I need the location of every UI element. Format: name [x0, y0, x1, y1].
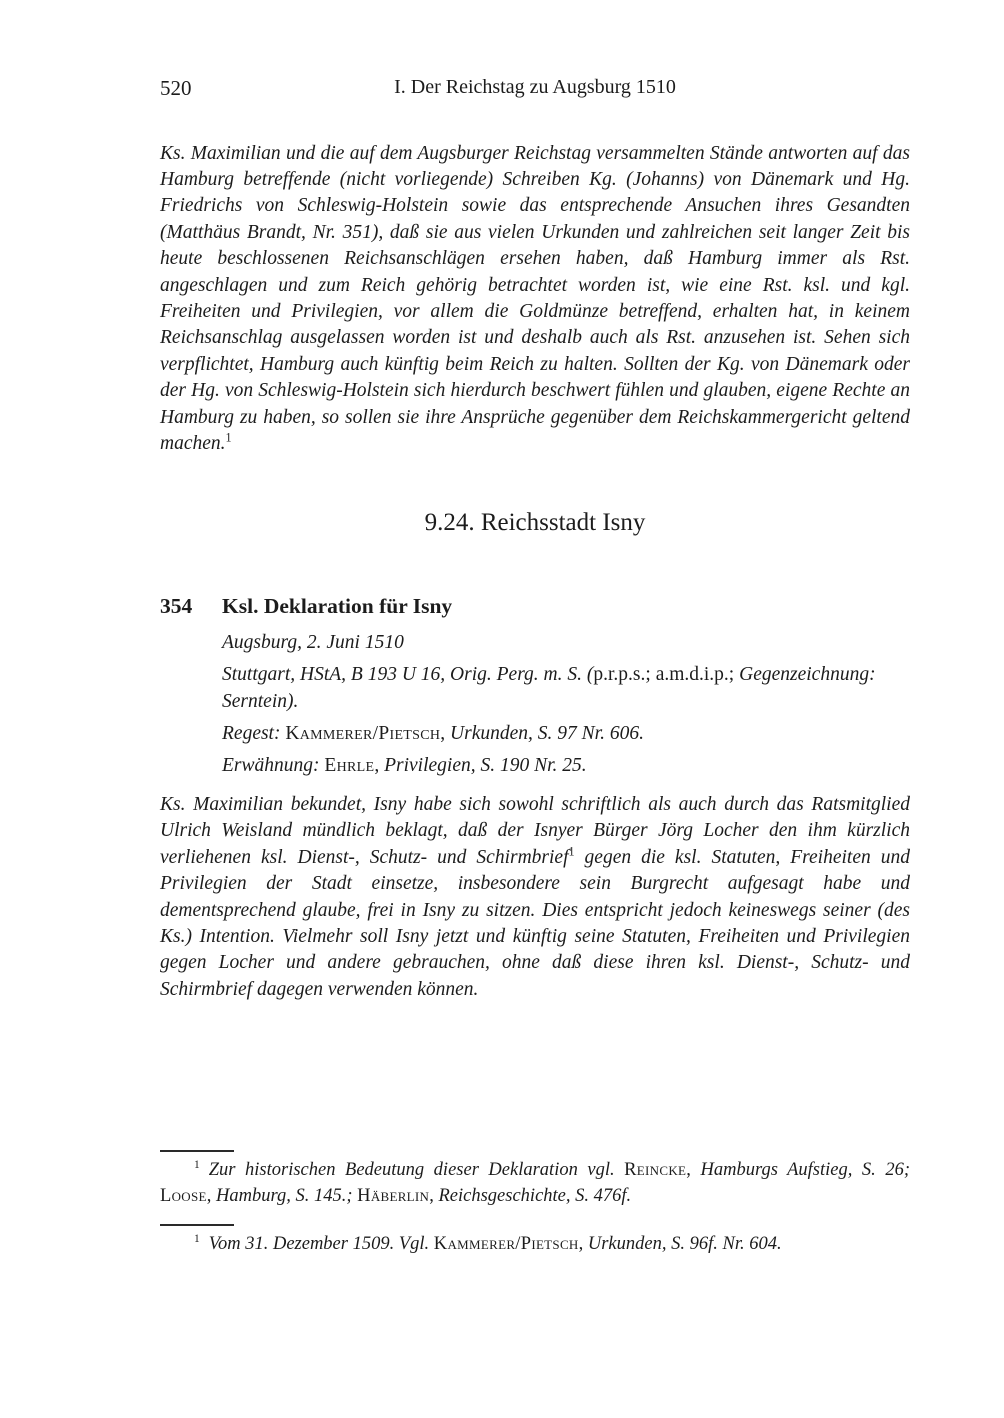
footnote-content: Vom 31. Dezember 1509. Vgl. Kammerer/Pietsch, Urkunden, S. 96f. Nr. 604.	[208, 1234, 782, 1254]
regest-hamburg-paragraph: Ks. Maximilian und die auf dem Augsburger Reichstag versammelten Stände antworten auf das Hamburg betreffende (nicht vorliegende) Schreiben Kg. (Johanns) von Dänemark und Hg. Friedrichs von Schleswig-Holstein sowie das entsprechende Ansuchen ihres Gesandten (Matthäus Brandt, Nr. 351), daß sie aus vielen Urkunden und zahlreichen seit langer Zeit bis heute beschlossenen Reichsanschlägen ersehen haben, daß Hamburg immer als Rst. angeschlagen und zum Reich gehörig betrachtet worden ist, wie eine Rst. ksl. und kgl. Freiheiten und Privilegien, vor allem die Goldmünze betreffend, erhalten hat, in keinem Reichsanschlag ausgelassen worden ist und deshalb auch als Rst. anzusehen ist. Sehen sich verpflichtet, Hamburg auch künftig beim Reich zu halten. Sollten der Kg. von Dänemark oder der Hg. von Schleswig-Holstein sich hierdurch beschwert fühlen und glauben, eigene Rechte an Hamburg zu haben, so sollen sie ihre Ansprüche gegenüber dem Reichskammergericht geltend machen.$^1$	[160, 142, 910, 454]
entry-header	[160, 592, 910, 620]
footnote-separator	[160, 1224, 234, 1226]
entry-title: Ksl. Deklaration für Isny	[222, 594, 453, 618]
footnote-text	[160, 1231, 910, 1257]
entry-source-line: Stuttgart, HStA, B 193 U 16, Orig. Perg. m. S. (p.r.p.s.; a.m.d.i.p.; Gegenzeichnung: Serntein).	[222, 664, 876, 712]
footnote-block	[160, 1150, 910, 1209]
entry-dateline: Augsburg, 2. Juni 1510	[222, 632, 404, 653]
section-heading: 9.24. Reichsstadt Isny	[424, 509, 646, 536]
footnote-marker: 1	[194, 1232, 200, 1245]
entry-number: 354	[160, 594, 193, 618]
footnote-separator	[160, 1150, 234, 1152]
entry-summary-paragraph: Ks. Maximilian bekundet, Isny habe sich sowohl schriftlich als auch durch das Ratsmitglied Ulrich Weisland mündlich beklagt, daß der Isnyer Bürger Jörg Locher den ihm kürzlich verliehenen ksl. Dienst-, Schutz- und Schirmbrief$^1$ gegen die ksl. Statuten, Freiheiten und Privilegien der Stadt einsetze, insbesondere sein Burgrecht aufgesagt habe und dementsprechend glaube, frei in Isny zu sitzen. Dies entspricht jedoch keineswegs seiner (des Ks.) Intention. Vielmehr soll Isny jetzt und künftig seine Statuten, Freiheiten und Privilegien gegen Locher und andere gebrauchen, ohne daß diese ihren ksl. Dienst-, Schutz- und Schirmbrief dagegen verwenden können.	[160, 794, 910, 1000]
page-number: 520	[160, 76, 192, 100]
footnote-marker: 1	[194, 1158, 200, 1171]
entry-mention-reference: Erwähnung: Ehrle, Privilegien, S. 190 Nr. 25.	[222, 755, 587, 776]
document-entry-354	[160, 592, 910, 1023]
footnote-content: Zur historischen Bedeutung dieser Deklaration vgl. Reincke, Hamburgs Aufstieg, S. 26; Loose, Hamburg, S. 145.; Häberlin, Reichsgeschichte, S. 476f.	[160, 1160, 911, 1206]
page-header	[160, 76, 910, 104]
running-header-title: I. Der Reichstag zu Augsburg 1510	[394, 76, 676, 98]
entry-metadata	[222, 629, 910, 779]
footnotes-area	[160, 1150, 910, 1257]
footnote-block	[160, 1224, 910, 1257]
footnote-text	[160, 1157, 910, 1209]
entry-regest-reference: Regest: Kammerer/Pietsch, Urkunden, S. 97 Nr. 606.	[222, 723, 644, 744]
